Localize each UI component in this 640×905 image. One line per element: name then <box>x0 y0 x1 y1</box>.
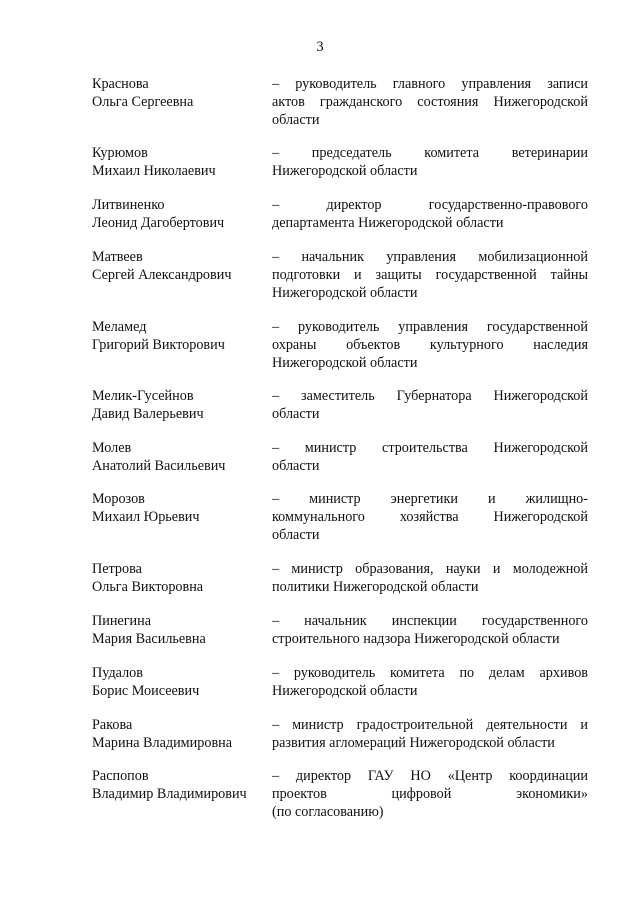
member-given-names: Григорий Викторович <box>92 337 225 353</box>
member-name <box>92 144 267 180</box>
position-line: области <box>272 112 320 128</box>
member-surname: Молев <box>92 440 132 456</box>
position-line: – начальник управления мобилизационной <box>272 249 588 265</box>
member-surname: Пинегина <box>92 613 152 629</box>
position-line: – руководитель главного управления записи <box>272 76 588 92</box>
member-surname: Курюмов <box>92 145 148 161</box>
member-position <box>272 318 588 372</box>
member-name <box>92 664 267 700</box>
member-name <box>92 318 267 354</box>
position-line: – руководитель комитета по делам архивов <box>272 665 588 681</box>
member-surname: Литвиненко <box>92 197 165 213</box>
member-position <box>272 664 588 700</box>
member-given-names: Ольга Викторовна <box>92 579 204 595</box>
position-line: Нижегородской области <box>272 683 418 699</box>
member-name <box>92 75 267 111</box>
member-given-names: Михаил Юрьевич <box>92 509 200 525</box>
member-given-names: Анатолий Васильевич <box>92 458 226 474</box>
member-given-names: Марина Владимировна <box>92 735 233 751</box>
position-line: области <box>272 458 320 474</box>
position-line: области <box>272 406 320 422</box>
position-line: – директор государственно-правового <box>272 197 588 213</box>
member-position <box>272 560 588 596</box>
position-line: развития агломераций Нижегородской области <box>272 735 555 751</box>
position-line: охраны объектов культурного наследия <box>272 337 588 353</box>
position-line: – руководитель управления государственной <box>272 319 588 335</box>
position-line: – министр градостроительной деятельности и <box>272 717 588 733</box>
page-number: 3 <box>316 39 324 55</box>
member-name <box>92 387 267 423</box>
member-surname: Ракова <box>92 717 133 733</box>
position-line: политики Нижегородской области <box>272 579 479 595</box>
member-given-names: Ольга Сергеевна <box>92 94 194 110</box>
member-name <box>92 612 267 648</box>
position-line: проектов цифровой экономики» <box>272 786 588 802</box>
position-line: Нижегородской области <box>272 285 418 301</box>
member-position <box>272 439 588 475</box>
member-surname: Морозов <box>92 491 145 507</box>
position-line: коммунального хозяйства Нижегородской <box>272 509 588 525</box>
position-line: департамента Нижегородской области <box>272 215 504 231</box>
position-line: – министр строительства Нижегородской <box>272 440 588 456</box>
member-name <box>92 248 267 284</box>
position-line: подготовки и защиты государственной тайны <box>272 267 588 283</box>
member-position <box>272 612 588 648</box>
member-name <box>92 767 267 803</box>
position-line: строительного надзора Нижегородской области <box>272 631 560 647</box>
member-given-names: Михаил Николаевич <box>92 163 216 179</box>
member-surname: Меламед <box>92 319 147 335</box>
member-given-names: Леонид Дагобертович <box>92 215 225 231</box>
member-name <box>92 560 267 596</box>
position-line: области <box>272 527 320 543</box>
position-line: Нижегородской области <box>272 355 418 371</box>
member-given-names: Давид Валерьевич <box>92 406 204 422</box>
member-position <box>272 75 588 129</box>
position-line: – директор ГАУ НО «Центр координации <box>272 768 588 784</box>
member-surname: Краснова <box>92 76 149 92</box>
member-given-names: Борис Моисеевич <box>92 683 200 699</box>
member-name <box>92 716 267 752</box>
member-position <box>272 387 588 423</box>
member-position <box>272 196 588 232</box>
position-line: – председатель комитета ветеринарии <box>272 145 588 161</box>
member-surname: Матвеев <box>92 249 143 265</box>
position-line: (по согласованию) <box>272 804 384 820</box>
member-position <box>272 716 588 752</box>
position-line: – заместитель Губернатора Нижегородской <box>272 388 588 404</box>
member-given-names: Сергей Александрович <box>92 267 232 283</box>
member-given-names: Владимир Владимирович <box>92 786 247 802</box>
member-name <box>92 196 267 232</box>
member-name <box>92 439 267 475</box>
position-line: – начальник инспекции государственного <box>272 613 588 629</box>
member-position <box>272 490 588 544</box>
member-surname: Мелик-Гусейнов <box>92 388 194 404</box>
position-line: – министр энергетики и жилищно- <box>272 491 588 507</box>
position-line: актов гражданского состояния Нижегородской <box>272 94 588 110</box>
position-line: Нижегородской области <box>272 163 418 179</box>
member-surname: Распопов <box>92 768 149 784</box>
member-position <box>272 767 588 821</box>
member-surname: Петрова <box>92 561 142 577</box>
member-given-names: Мария Васильевна <box>92 631 206 647</box>
member-position <box>272 248 588 302</box>
member-name <box>92 490 267 526</box>
member-position <box>272 144 588 180</box>
position-line: – министр образования, науки и молодежной <box>272 561 588 577</box>
member-surname: Пудалов <box>92 665 143 681</box>
